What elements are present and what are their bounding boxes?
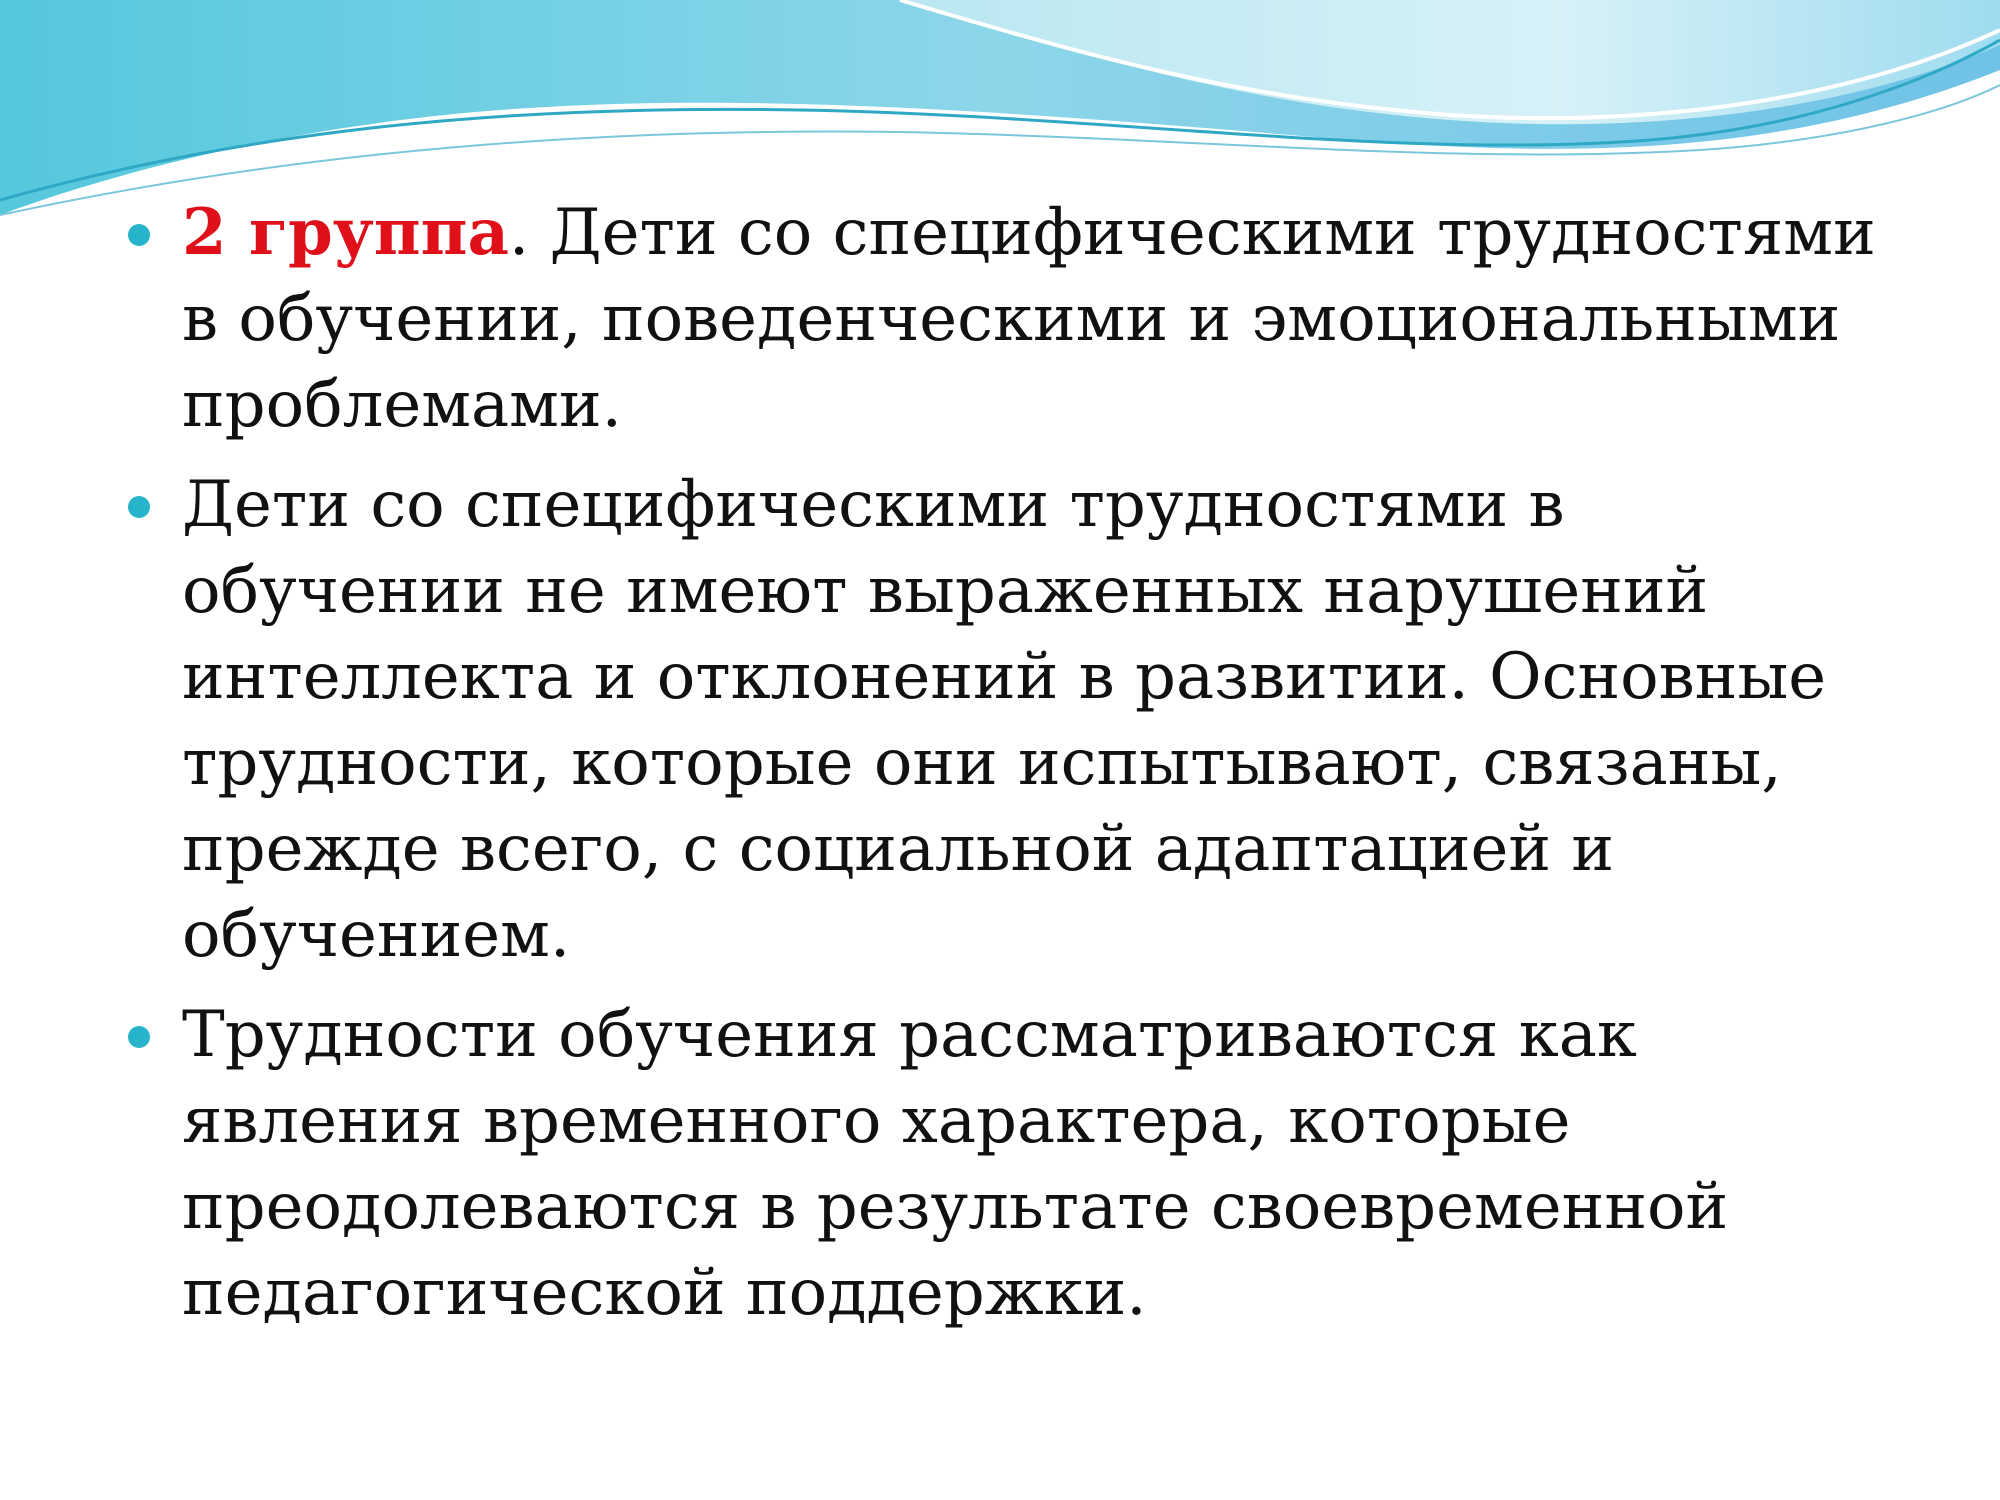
bullet-dot-icon — [128, 224, 150, 246]
bullet-text: Дети со специфическими трудностями в обучении не имеют выраженных нарушений интеллекта и отклонений в развитии. Основные трудности, которые они испытывают, связаны, прежде всего, с социальной адаптацией и обучением. — [182, 468, 1827, 972]
bullet-dot-icon — [128, 1026, 150, 1048]
bullet-item-3 — [120, 992, 1900, 1336]
bullet-lead: 2 группа — [182, 195, 509, 270]
bullet-item-2 — [120, 462, 1900, 978]
bullet-dot-icon — [128, 496, 150, 518]
bullet-text: . Дети со специфическими трудностями в обучении, поведенческими и эмоциональными проблемами. — [182, 196, 1876, 442]
bullet-item-1 — [120, 190, 1900, 448]
bullet-list — [120, 190, 1900, 1350]
bullet-text: Трудности обучения рассматриваются как явления временного характера, которые преодолеваются в результате своевременной педагогической поддержки. — [182, 998, 1729, 1330]
